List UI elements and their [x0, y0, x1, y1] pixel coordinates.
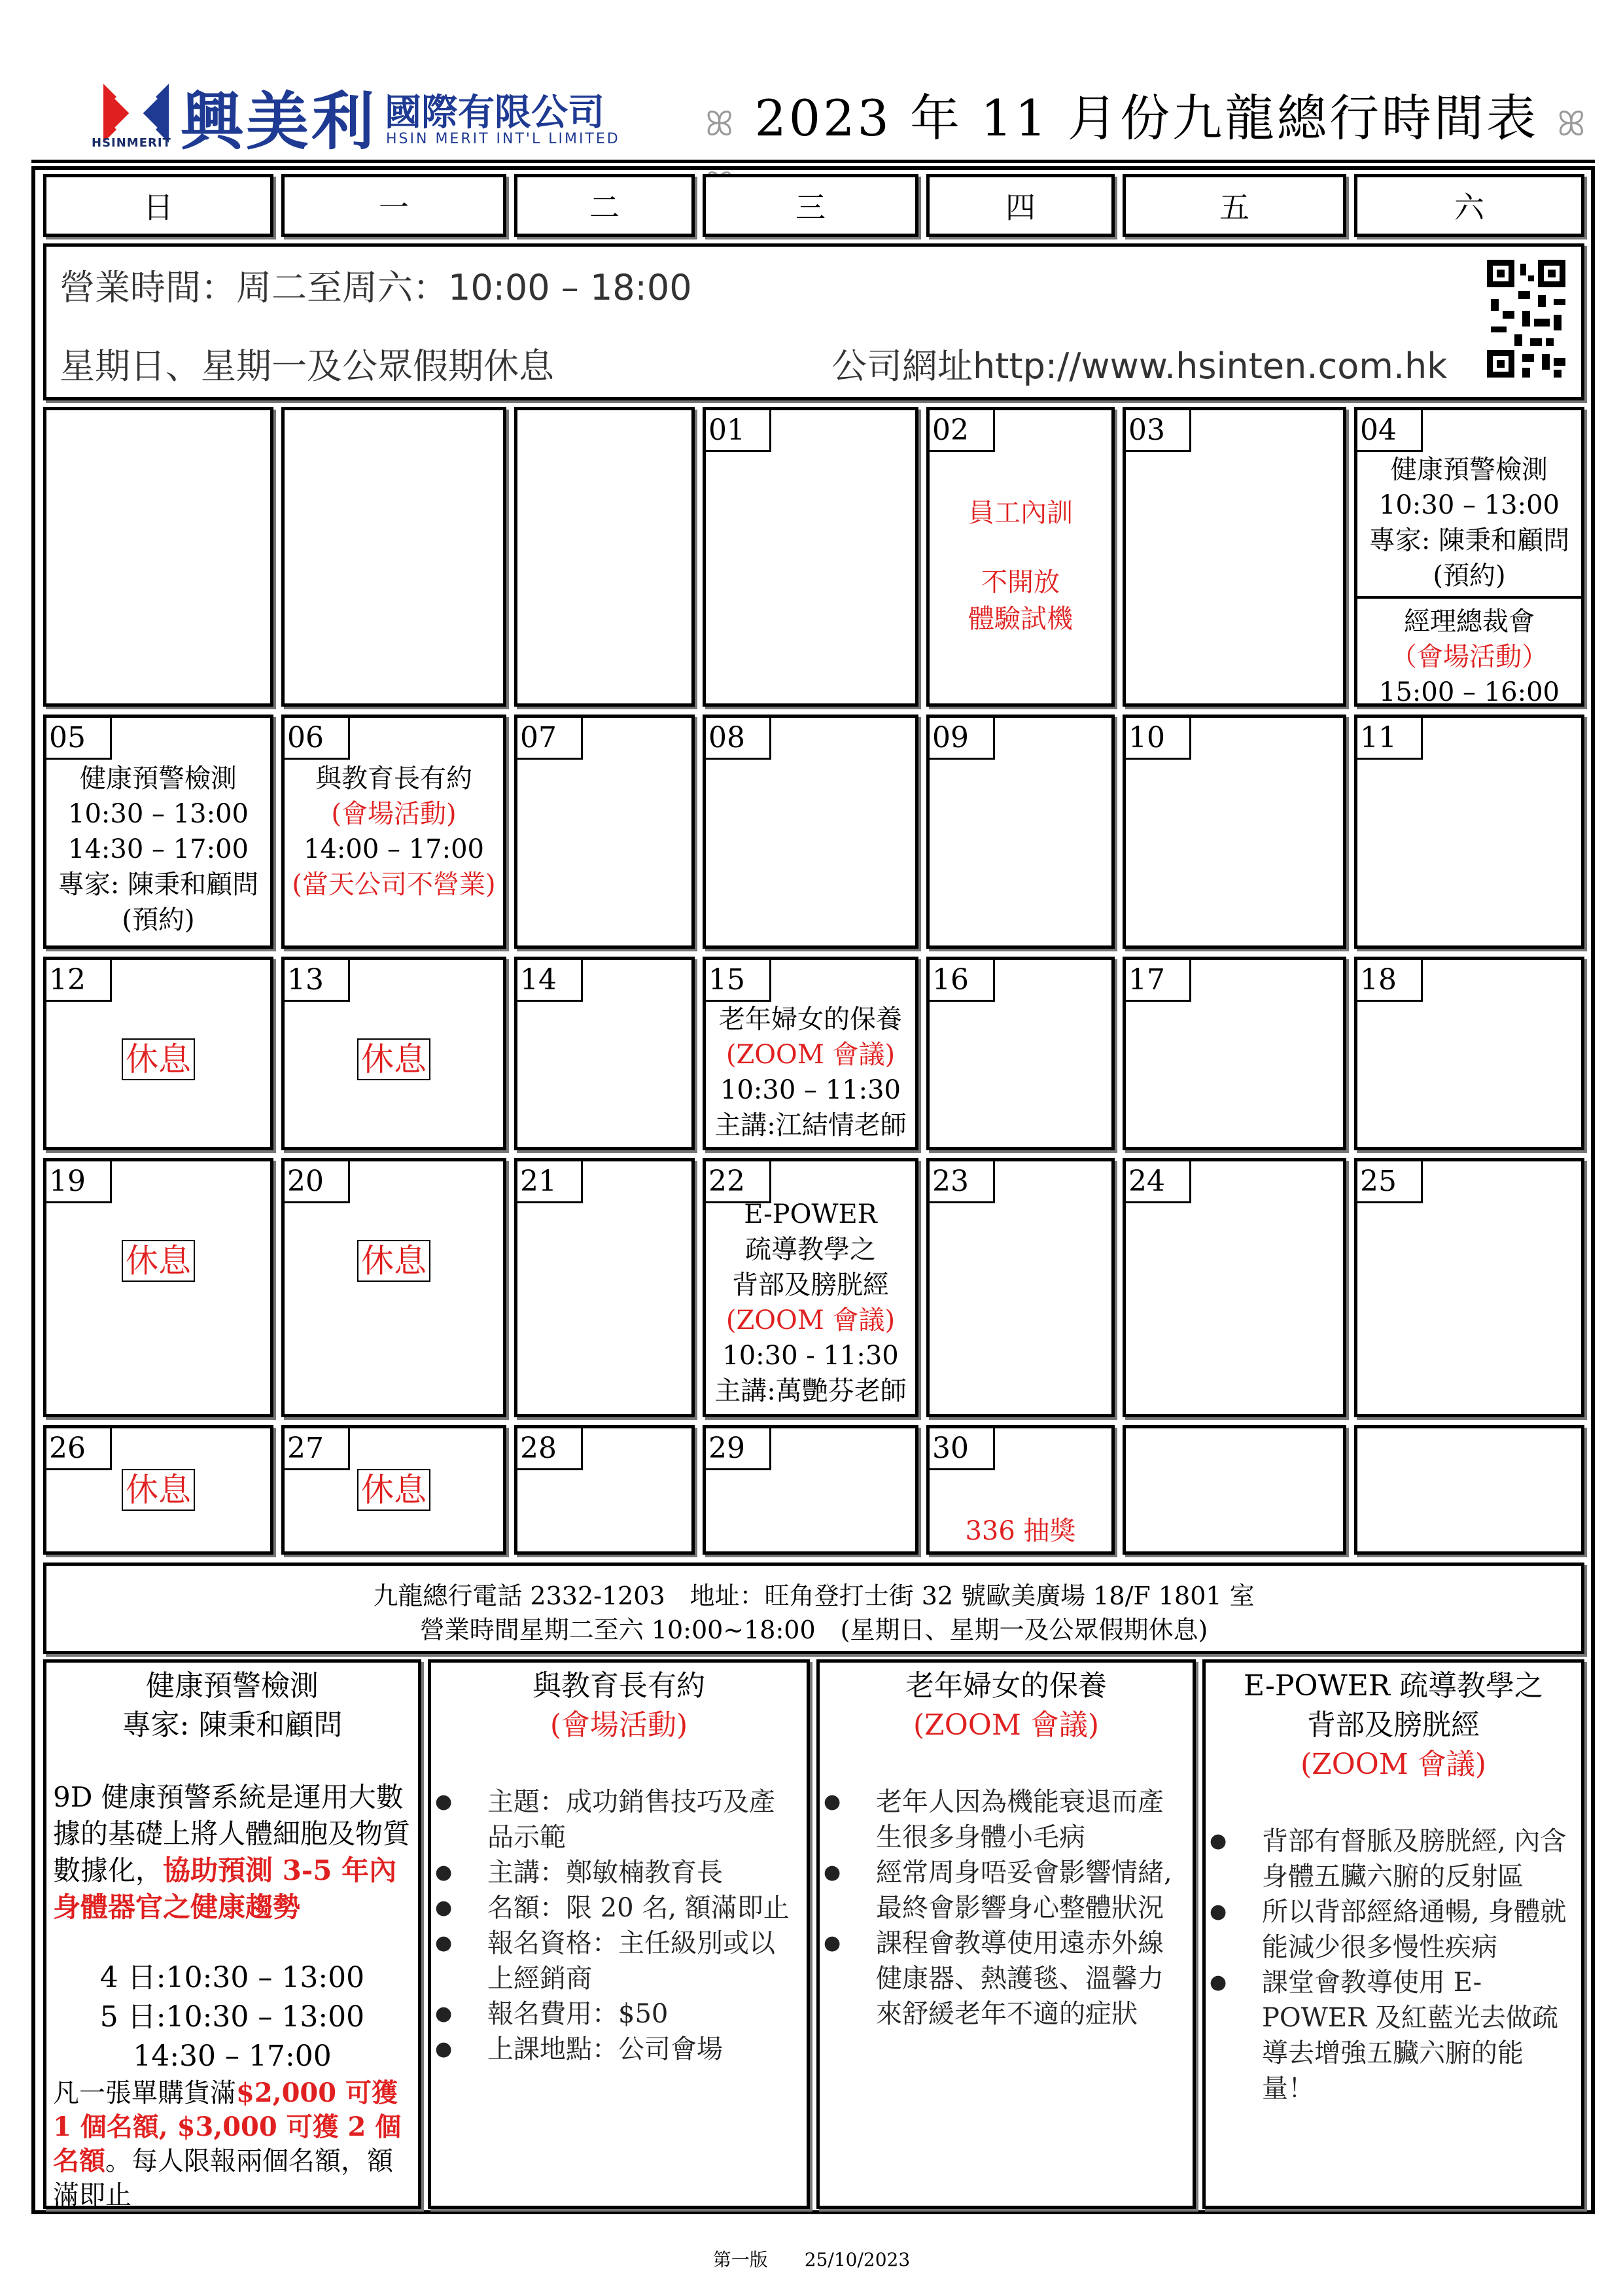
event-time: 10:30 - 11:30	[722, 1341, 899, 1371]
desc-list-item: ● 課堂會教導使用 E-POWER 及紅藍光去做疏導去增強五臟六腑的能量！	[1210, 1965, 1575, 2106]
event-venue: （會場活動）	[1391, 642, 1548, 672]
calendar-cell-16	[926, 957, 1115, 1150]
desc-list	[431, 1784, 807, 2067]
calendar-cell-20	[281, 1158, 506, 1417]
date-number: 09	[930, 718, 995, 760]
date-number: 26	[46, 1428, 112, 1470]
calendar-cell-27	[281, 1425, 506, 1555]
rest-label: 休息	[357, 1240, 430, 1282]
date-number: 20	[285, 1161, 350, 1203]
date-number: 12	[46, 960, 112, 1002]
calendar-cell-05	[43, 715, 273, 949]
event-note: (預約)	[122, 905, 195, 935]
desc-text: 9D 健康預警系統是運用大數據的基礎上將人體細胞及物質數據化，	[53, 1781, 411, 1886]
rest-label-wrap	[46, 1240, 270, 1282]
date-number: 17	[1126, 960, 1191, 1002]
event-time: 10:30 – 13:00	[68, 799, 249, 829]
date-number: 14	[517, 960, 583, 1002]
description-elderly-women	[816, 1659, 1196, 2209]
calendar-cell-12	[43, 957, 273, 1150]
desc-paragraph	[53, 1779, 413, 1926]
date-number: 10	[1126, 718, 1191, 760]
desc-list-item: ● 上課地點：公司會場	[435, 2032, 800, 2067]
decoration-icon: ꕤ	[705, 105, 737, 144]
calendar-cell-19	[43, 1158, 273, 1417]
event-venue: (會場活動)	[331, 799, 457, 829]
desc-subtitle: (ZOOM 會議)	[913, 1708, 1100, 1742]
calendar-cell-29	[703, 1425, 918, 1555]
calendar-cell-empty	[43, 407, 273, 707]
desc-title-line2: 背部及膀胱經	[1307, 1708, 1480, 1742]
date-number: 11	[1357, 718, 1423, 760]
calendar-cell-08	[703, 715, 918, 949]
event-venue: (ZOOM 會議)	[725, 1040, 896, 1070]
calendar-cell-10	[1123, 715, 1346, 949]
date-number: 29	[706, 1428, 771, 1470]
date-number: 04	[1357, 410, 1423, 452]
desc-time: 14:30 – 17:00	[133, 2040, 332, 2073]
date-number: 13	[285, 960, 350, 1002]
event-note: (預約)	[1433, 561, 1506, 591]
business-info	[43, 243, 1584, 400]
event-title: 疏導教學之	[745, 1235, 876, 1265]
calendar-cell-18	[1354, 957, 1584, 1150]
rest-label: 休息	[357, 1469, 430, 1511]
page-footer: 第一版 25/10/2023	[712, 2249, 911, 2270]
company-website[interactable]: 公司網址http://www.hsinten.com.hk	[831, 345, 1448, 387]
calendar-cell-28	[514, 1425, 695, 1555]
desc-time: 5 日:10:30 – 13:00	[99, 2000, 365, 2034]
weekday-wed: 三	[703, 174, 918, 237]
logo-chinese-suffix: 國際有限公司	[385, 92, 604, 134]
calendar-cell-14	[514, 957, 695, 1150]
closed-days: 星期日、星期一及公眾假期休息	[60, 345, 554, 387]
logo-english-name: HSIN MERIT INT'L LIMITED	[386, 131, 620, 147]
weekday-thu: 四	[926, 174, 1115, 237]
event-time: 10:30 – 11:30	[720, 1075, 901, 1105]
calendar-cell-15	[703, 957, 918, 1150]
rest-label: 休息	[122, 1038, 195, 1080]
rest-label-wrap	[285, 1038, 503, 1080]
desc-list-item: ● 報名資格：主任級別或以上經銷商	[435, 1926, 800, 1996]
date-number: 18	[1357, 960, 1423, 1002]
date-number: 24	[1126, 1161, 1191, 1203]
desc-list	[820, 1784, 1193, 2032]
logo-chinese-name: 興美利	[181, 85, 377, 158]
desc-title: 與教育長有約	[532, 1669, 705, 1703]
desc-title: 老年婦女的保養	[905, 1669, 1107, 1703]
event-venue: (ZOOM 會議)	[725, 1305, 896, 1335]
cell-divider	[1357, 596, 1581, 599]
event-title: E-POWER	[744, 1199, 877, 1229]
desc-list-item: ● 主題：成功銷售技巧及產品示範	[435, 1784, 800, 1855]
header-divider	[31, 160, 1595, 163]
date-number: 22	[706, 1161, 771, 1203]
contact-hours: 營業時間星期二至六 10:00~18:00 (星期日、星期一及公眾假期休息)	[419, 1616, 1208, 1644]
contact-address: 九龍總行電話 2332-1203 地址：旺角登打士街 32 號歐美廣場 18/F 1801 室	[373, 1581, 1255, 1610]
title-text: 2023 年 11 月份九龍總行時間表	[754, 89, 1539, 147]
date-number: 30	[930, 1428, 995, 1470]
date-number: 16	[930, 960, 995, 1002]
desc-list-item: ● 報名費用：$50	[435, 1996, 800, 2032]
event-speaker: 主講:萬艷芬老師	[714, 1376, 907, 1406]
rest-label-wrap	[46, 1469, 270, 1511]
desc-list-item: ● 經常周身唔妥會影響情緒, 最終會影響身心整體狀況	[824, 1855, 1186, 1926]
description-education-chief	[428, 1659, 810, 2209]
calendar-cell-09	[926, 715, 1115, 949]
desc-title: 健康預警檢測	[146, 1669, 319, 1703]
calendar-cell-24	[1123, 1158, 1346, 1417]
date-number: 03	[1126, 410, 1191, 452]
event-staff-training: 員工內訓	[968, 498, 1073, 528]
date-number: 21	[517, 1161, 583, 1203]
calendar-cell-empty	[281, 407, 506, 707]
date-number: 28	[517, 1428, 583, 1470]
desc-list-item: ● 老年人因為機能衰退而產生很多身體小毛病	[824, 1784, 1186, 1855]
date-number: 05	[46, 718, 112, 760]
calendar-cell-empty	[514, 407, 695, 707]
event-time: 14:00 – 17:00	[304, 834, 484, 864]
desc-list-item: ● 課程會教導使用遠赤外線健康器、熱護毯、溫馨力來舒緩老年不適的症狀	[824, 1926, 1186, 2032]
calendar-cell-21	[514, 1158, 695, 1417]
weekday-sat: 六	[1354, 174, 1584, 237]
event-time: 15:00 – 16:00	[1379, 677, 1560, 707]
desc-highlight: $2,000 可獲 1 個名額, $3,000 可獲 2 個名額	[53, 2077, 402, 2176]
date-number: 07	[517, 718, 583, 760]
business-hours: 營業時間：周二至周六：10:00 – 18:00	[60, 267, 692, 308]
calendar-cell-06	[281, 715, 506, 949]
calendar-cell-22	[703, 1158, 918, 1417]
calendar-cell-30	[926, 1425, 1115, 1555]
calendar-cell-07	[514, 715, 695, 949]
weekday-tue: 二	[514, 174, 695, 237]
qr-code-icon	[1487, 260, 1565, 378]
event-title: 健康預警檢測	[80, 764, 237, 794]
contact-info	[43, 1563, 1584, 1654]
desc-list-item: ● 所以背部經絡通暢, 身體就能減少很多慢性疾病	[1210, 1894, 1575, 1965]
desc-list-item: ● 主講：鄭敏楠教育長	[435, 1855, 800, 1890]
date-number: 15	[706, 960, 771, 1002]
event-title: 老年婦女的保養	[719, 1004, 902, 1034]
calendar-cell-empty	[1123, 1425, 1346, 1555]
calendar-cell-17	[1123, 957, 1346, 1150]
desc-text: 。每人限報兩個名額，額滿即止	[53, 2146, 393, 2210]
event-time: 10:30 – 13:00	[1379, 490, 1560, 520]
date-number: 27	[285, 1428, 350, 1470]
rest-label-wrap	[46, 1038, 270, 1080]
event-note: (當天公司不營業)	[292, 870, 496, 900]
desc-paragraph	[53, 2076, 413, 2212]
logo-mark-text: HSINMERIT	[92, 136, 171, 150]
desc-text: 凡一張單購貨滿	[53, 2078, 236, 2108]
event-title: 與教育長有約	[315, 764, 472, 794]
date-number: 06	[285, 718, 350, 760]
event-speaker: 主講:江結情老師	[714, 1110, 907, 1140]
description-epower	[1202, 1659, 1584, 2209]
description-health-check	[43, 1659, 421, 2209]
calendar-cell-04	[1354, 407, 1584, 707]
calendar-cell-23	[926, 1158, 1115, 1417]
weekday-mon: 一	[281, 174, 506, 237]
rest-label: 休息	[122, 1240, 195, 1282]
rest-label: 休息	[122, 1469, 195, 1511]
calendar-cell-empty	[1354, 1425, 1584, 1555]
calendar-cell-26	[43, 1425, 273, 1555]
event-time: 14:30 – 17:00	[68, 834, 249, 864]
desc-subtitle: (會場活動)	[550, 1708, 688, 1742]
rest-label-wrap	[285, 1240, 503, 1282]
event-expert: 專家: 陳秉和顧問	[58, 870, 259, 900]
calendar-cell-01	[703, 407, 918, 707]
calendar-cell-02	[926, 407, 1115, 707]
date-number: 19	[46, 1161, 112, 1203]
calendar-cell-25	[1354, 1158, 1584, 1417]
date-number: 25	[1357, 1161, 1423, 1203]
date-number: 02	[930, 410, 995, 452]
date-number: 01	[706, 410, 771, 452]
event-expert: 專家: 陳秉和顧問	[1369, 525, 1570, 556]
weekday-sun: 日	[43, 174, 273, 237]
desc-list-item: ● 背部有督脈及膀胱經, 內含身體五臟六腑的反射區	[1210, 1824, 1575, 1894]
event-lucky-draw: 336 抽獎	[965, 1516, 1076, 1546]
event-title: 經理總裁會	[1404, 607, 1535, 637]
page-header	[31, 65, 1595, 164]
calendar-cell-03	[1123, 407, 1346, 707]
desc-list	[1206, 1824, 1581, 2106]
calendar-cell-11	[1354, 715, 1584, 949]
calendar-cell-13	[281, 957, 506, 1150]
date-number: 08	[706, 718, 771, 760]
rest-label: 休息	[357, 1038, 430, 1080]
event-title: 健康預警檢測	[1391, 455, 1548, 485]
event-title: 背部及膀胱經	[732, 1270, 889, 1300]
desc-title: E-POWER 疏導教學之	[1244, 1669, 1543, 1703]
decoration-icon: ꕤ	[1557, 105, 1588, 144]
desc-list-item: ● 名額：限 20 名, 額滿即止	[435, 1890, 800, 1926]
desc-subtitle: 專家: 陳秉和顧問	[122, 1708, 343, 1742]
rest-label-wrap	[285, 1469, 503, 1511]
weekday-fri: 五	[1123, 174, 1346, 237]
date-number: 23	[930, 1161, 995, 1203]
desc-time: 4 日:10:30 – 13:00	[99, 1961, 365, 1994]
desc-highlight: 協助預測 3-5 年內身體器官之健康趨勢	[53, 1854, 397, 1923]
event-not-open: 不開放	[981, 567, 1060, 597]
event-trial: 體驗試機	[968, 604, 1073, 634]
desc-subtitle: (ZOOM 會議)	[1300, 1748, 1487, 1781]
